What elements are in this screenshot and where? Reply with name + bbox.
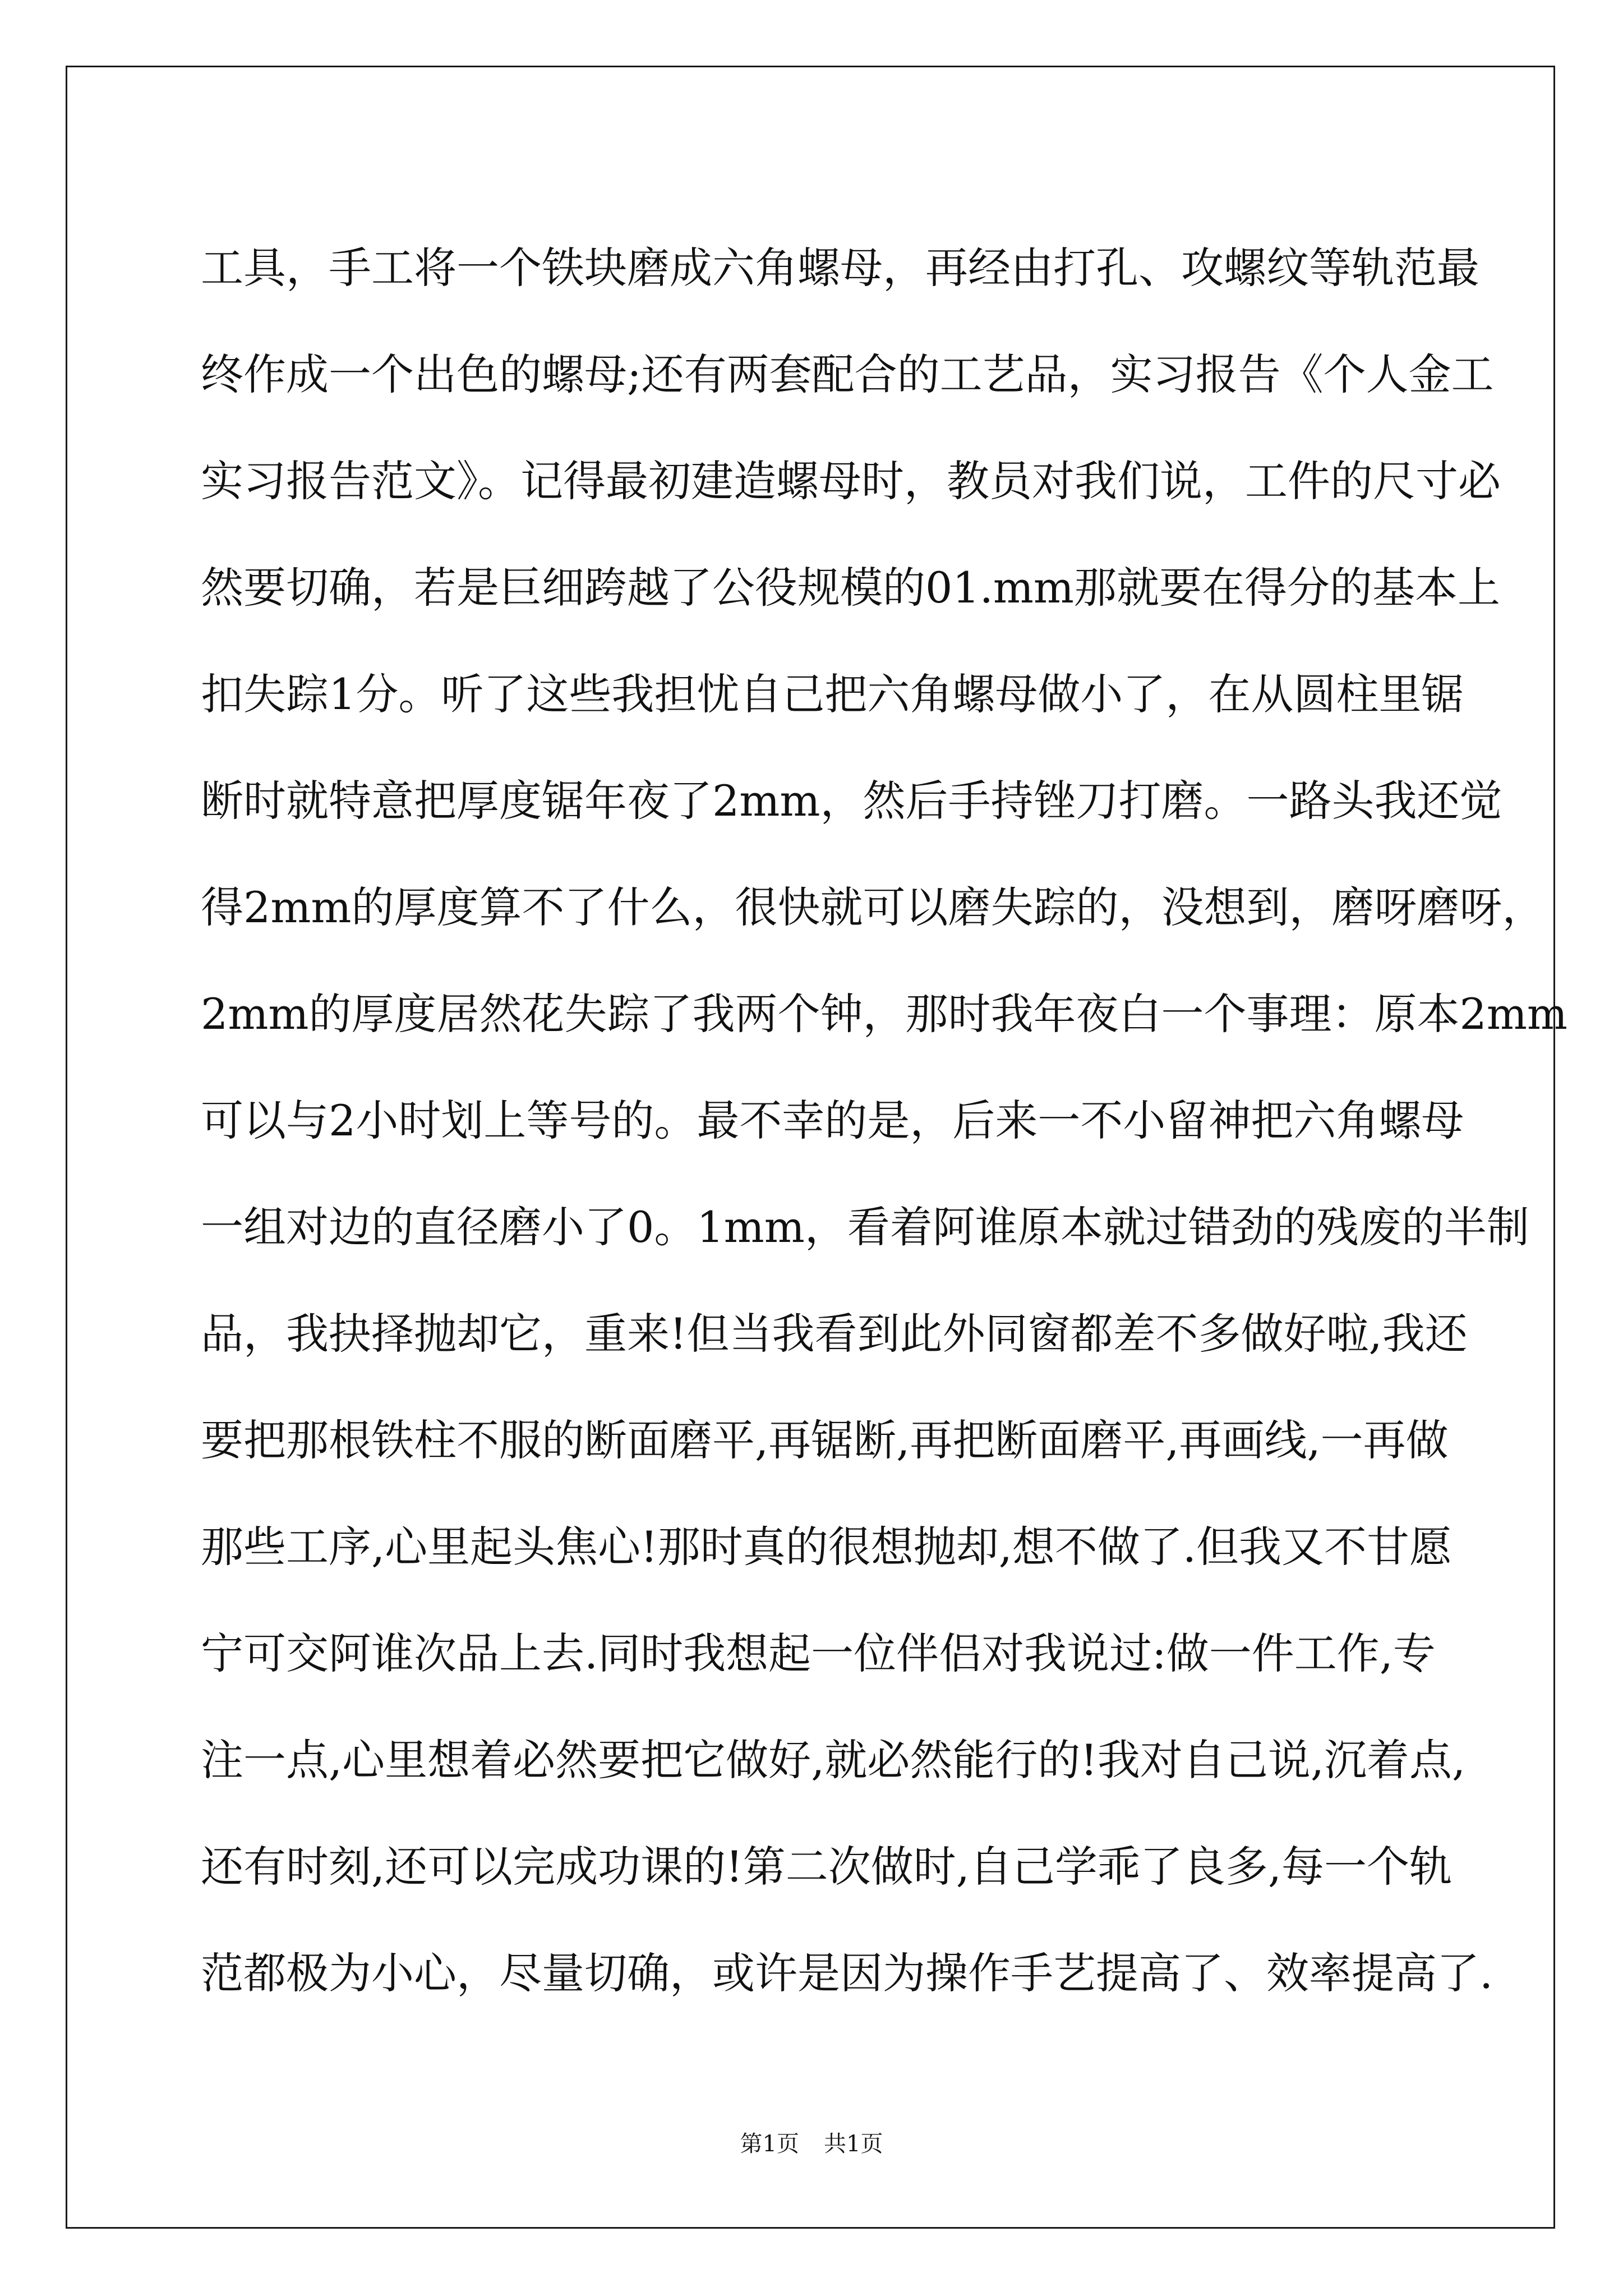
text-line-6: 断时就特意把厚度锯年夜了2mm，然后手持锉刀打磨。一路头我还觉 <box>201 776 1502 826</box>
text-line-10: 一组对边的直径磨小了0。1mm，看着阿谁原本就过错劲的残废的半制 <box>201 1202 1529 1252</box>
text-line-4: 然要切确，若是巨细跨越了公役规模的01.mm那就要在得分的基本上 <box>201 563 1500 613</box>
text-line-12: 要把那根铁柱不服的断面磨平,再锯断,再把断面磨平,再画线,一再做 <box>201 1415 1449 1465</box>
page-number: 第1页 <box>740 2131 799 2157</box>
text-line-16: 还有时刻,还可以完成功课的!第二次做时,自己学乖了良多,每一个轨 <box>201 1842 1453 1892</box>
page-footer <box>0 2126 1623 2158</box>
text-line-11: 品，我抉择抛却它，重来!但当我看到此外同窗都差不多做好啦,我还 <box>201 1309 1468 1359</box>
page-total: 共1页 <box>824 2131 883 2157</box>
text-line-7: 得2mm的厚度算不了什么，很快就可以磨失踪的，没想到，磨呀磨呀， <box>201 882 1545 932</box>
text-line-17: 范都极为小心，尽量切确，或许是因为操作手艺提高了、效率提高了. <box>201 1948 1493 1998</box>
text-line-15: 注一点,心里想着必然要把它做好,就必然能行的!我对自己说,沉着点, <box>201 1735 1466 1785</box>
text-line-14: 宁可交阿谁次品上去.同时我想起一位伴侣对我说过:做一件工作,专 <box>201 1628 1436 1678</box>
text-line-9: 可以与2小时划上等号的。最不幸的是，后来一不小留神把六角螺母 <box>201 1096 1464 1145</box>
text-line-1: 工具，手工将一个铁块磨成六角螺母，再经由打孔、攻螺纹等轨范最 <box>201 243 1479 293</box>
text-line-8: 2mm的厚度居然花失踪了我两个钟，那时我年夜白一个事理：原本2mm <box>201 989 1567 1039</box>
text-line-2: 终作成一个出色的螺母;还有两套配合的工艺品，实习报告《个人金工 <box>201 349 1494 399</box>
text-line-3: 实习报告范文》。记得最初建造螺母时，教员对我们说，工件的尺寸必 <box>201 456 1501 506</box>
document-body <box>201 215 1567 2027</box>
text-line-5: 扣失踪1分。听了这些我担忧自己把六角螺母做小了，在从圆柱里锯 <box>201 669 1464 719</box>
text-line-13: 那些工序,心里起头焦心!那时真的很想抛却,想不做了.但我又不甘愿 <box>201 1522 1453 1572</box>
